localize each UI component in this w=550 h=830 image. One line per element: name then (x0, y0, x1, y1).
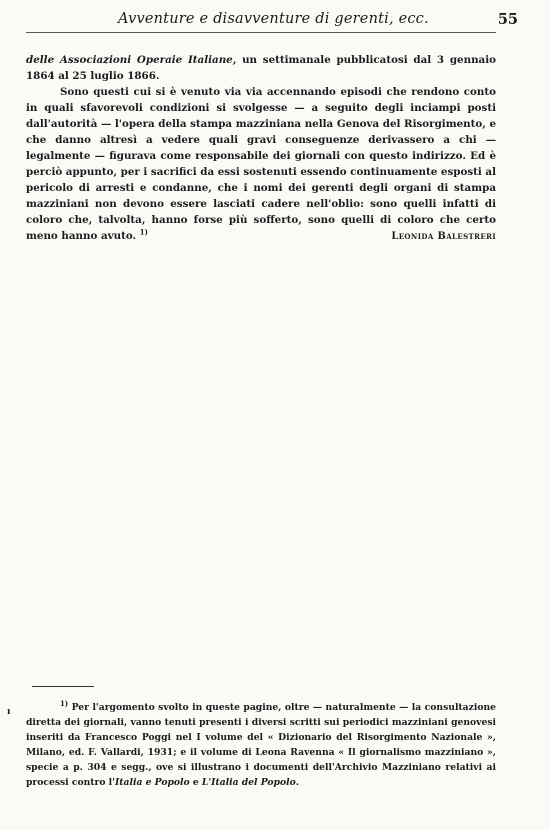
footnote-text-1: Per l'argomento svolto in queste pagine, oltre — naturalmente — la consultazione diretta dei giornali, vanno tenuti presenti i diversi scritti sui periodici mazziniani genovesi inseriti da Francesco Poggi nel I volume del « Dizionario del Risorgimento Nazionale », Milano, ed. F. Vallardi, 1931; e il volume di Leona Ravenna « Il giornalismo mazziniano », specie a p. 304 e segg., ove si illustrano i documenti dell'Archivio Mazziniano relativi ai processi contro l' (26, 702, 496, 788)
footnote-title-italia-e-popolo: Italia e Popolo (114, 777, 190, 788)
footnote (26, 700, 496, 790)
running-title: Avventure e disavventure di gerenti, ecc. (118, 11, 429, 27)
margin-mark: ı (7, 707, 11, 717)
footnote-reference[interactable]: 1) (139, 227, 148, 237)
paragraph-1-text: un settimanale pubblicatosi dal 3 gennaio 1864 al 25 luglio 1866. (26, 54, 497, 82)
footnote-title-italia-del-popolo: L'Italia del Popolo (201, 777, 296, 788)
body-text (26, 52, 496, 244)
running-header (26, 10, 518, 33)
footnote-text-2: e (189, 777, 202, 788)
paragraph-2-text: Sono questi cui si è venuto via via accennando episodi che rendono conto in quali sfavorevoli condizioni si svolgesse — a seguito degli inciampi posti dall'autorità — l'opera della stampa mazziniana nella Genova del Risorgimento, e che danno altresì a vedere quali gravi conseguenze derivassero a chi — legalmente — figurava come responsabile dei giornali con questo indirizzo. Ed è perciò appunto, per i sacrifici da essi sostenuti essendo continuamente esposti al pericolo di arresti e condanne, che i nomi dei gerenti degli organi di stampa mazziniani non devono essere lasciati cadere nell'oblio: sono quelli infatti di coloro che, talvolta, hanno forse più sofferto, sono quelli di coloro che certo meno hanno avuto. (26, 86, 496, 242)
footnote-marker: 1) (60, 698, 69, 708)
footnote-text-end: . (295, 777, 299, 788)
paragraph-1 (26, 52, 496, 84)
page-number: 55 (497, 11, 518, 28)
footnote-divider (32, 686, 94, 687)
paragraph-2 (26, 84, 496, 244)
periodical-title: delle Associazioni Operaie Italiane, (26, 54, 237, 66)
author-signature: Leonida Balestreri (391, 231, 496, 242)
